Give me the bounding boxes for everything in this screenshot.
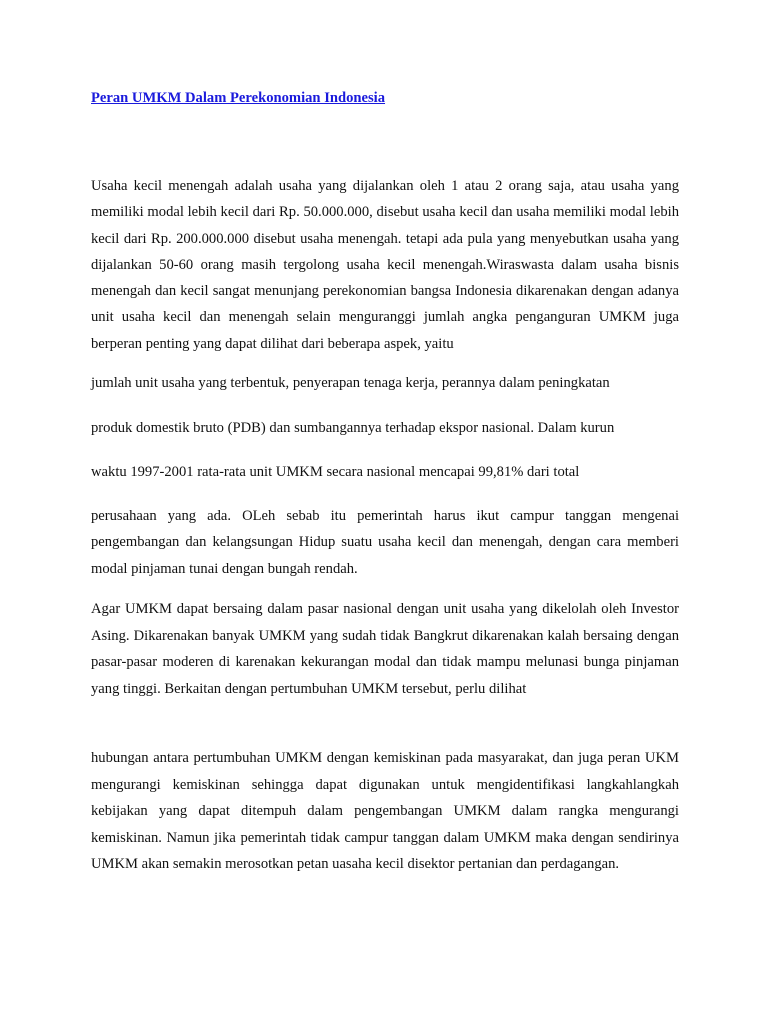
paragraph-government: perusahaan yang ada. OLeh sebab itu pemerintah harus ikut campur tanggan mengenai pengembangan dan kelangsungan Hidup suatu usaha kecil dan menengah, dengan cara memberi modal pinjaman tunai dengan bungah rendah. [91,508,679,577]
paragraph-poverty: hubungan antara pertumbuhan UMKM dengan kemiskinan pada masyarakat, dan juga peran UKM mengurangi kemiskinan sehingga dapat digunakan untuk mengidentifikasi langkahlangkah kebijakan yang dapat ditempuh dalam pengembangan UMKM dalam rangka mengurangi kemiskinan. Namun jika pemerintah tidak campur tanggan dalam UMKM maka dengan sendirinya UMKM akan semakin merosotkan petan uasaha kecil disektor pertanian dan perdagangan. [91,750,679,873]
paragraph-pdb: produk domestik bruto (PDB) dan sumbangannya terhadap ekspor nasional. Dalam kurun [91,420,615,436]
paragraph-aspects: jumlah unit usaha yang terbentuk, penyerapan tenaga kerja, perannya dalam peningkatan [91,375,610,391]
paragraph-period: waktu 1997-2001 rata-rata unit UMKM secara nasional mencapai 99,81% dari total [91,464,580,480]
document-title-link[interactable]: Peran UMKM Dalam Perekonomian Indonesia [91,90,386,106]
paragraph-intro: Usaha kecil menengah adalah usaha yang dijalankan oleh 1 atau 2 orang saja, atau usaha yang memiliki modal lebih kecil dari Rp. 50.000.000, disebut usaha kecil dan usaha memiliki modal lebih kecil dari Rp. 200.000.000 disebut usaha menengah. tetapi ada pula yang menyebutkan usaha yang dijalankan 50-60 orang masih tergolong usaha kecil menengah.Wiraswasta dalam usaha bisnis menengah dan kecil sangat menunjang perekonomian bangsa Indonesia dikarenakan dengan adanya unit usaha kecil dan menengah selain menguranggi jumlah angka penganguran UMKM juga berperan penting yang dapat dilihat dari beberapa aspek, yaitu [91,178,679,352]
paragraph-competition: Agar UMKM dapat bersaing dalam pasar nasional dengan unit usaha yang dikelolah oleh Investor Asing. Dikarenakan banyak UMKM yang sudah tidak Bangkrut dikarenakan kalah bersaing dengan pasar-pasar moderen di karenakan kekurangan modal dan tidak mampu melunasi bunga pinjaman yang tinggi. Berkaitan dengan pertumbuhan UMKM tersebut, perlu dilihat [91,601,679,697]
